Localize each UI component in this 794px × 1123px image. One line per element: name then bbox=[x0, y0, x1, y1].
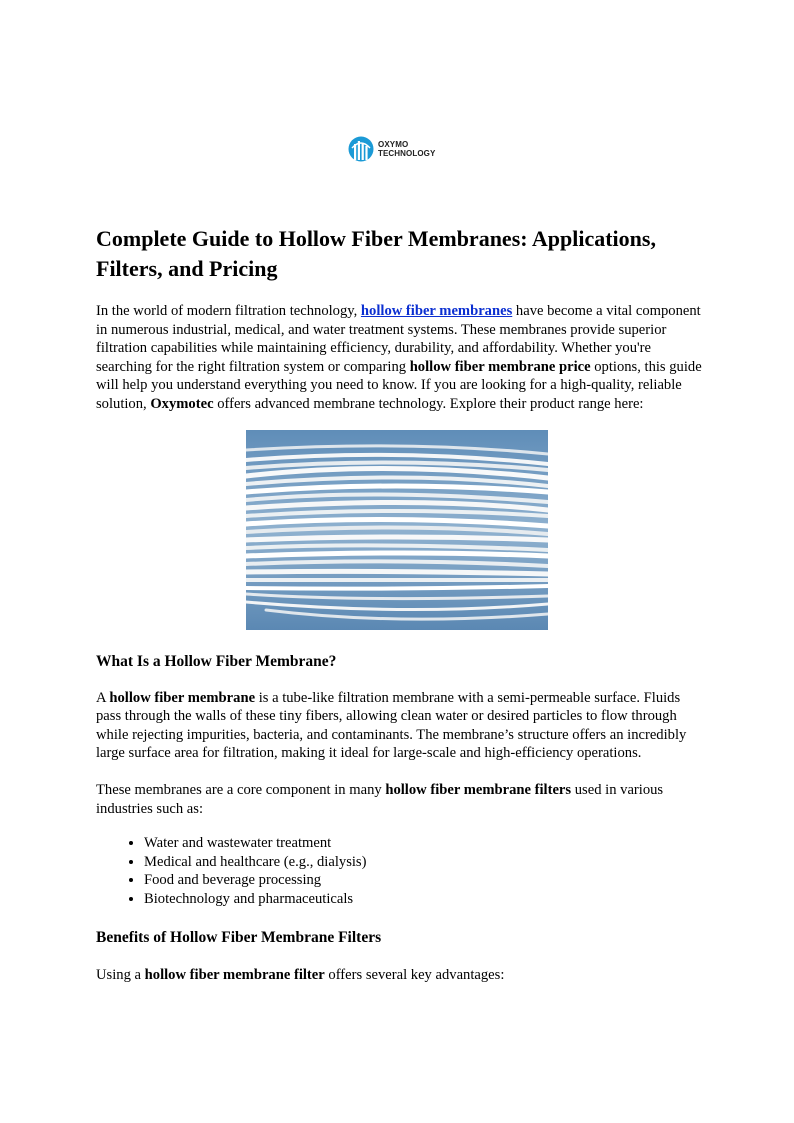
intro-text-3: options, this guide will help you understand everything you need to know. If you are looking for a high-quality, reliable solution, bbox=[96, 358, 702, 412]
section-heading-benefits: Benefits of Hollow Fiber Membrane Filters bbox=[96, 928, 382, 946]
core-text-2: used in various industries such as: bbox=[96, 781, 664, 817]
core-bold: hollow fiber membrane filters bbox=[385, 781, 572, 798]
intro-text-4: offers advanced membrane technology. Explore their product range here: bbox=[213, 395, 644, 412]
intro-bold-oxymotec: Oxymotec bbox=[150, 395, 214, 412]
benefits-text-2: offers several key advantages: bbox=[324, 966, 505, 983]
what-is-text-2: is a tube-like filtration membrane with a semi-permeable surface. Fluids pass through the walls of these tiny fibers, allowing clean water or desired particles to flow through while rejecting impurities, bacteria, and contaminants. The membrane’s structure offers an incredibly large surface area for filtration, making it ideal for large-scale and high-efficiency operations. bbox=[96, 689, 687, 762]
what-is-bold: hollow fiber membrane bbox=[109, 689, 256, 706]
company-logo bbox=[348, 134, 448, 164]
oxymo-logo-icon bbox=[348, 136, 374, 162]
logo-line-2: TECHNOLOGY bbox=[378, 149, 436, 158]
hollow-fiber-image bbox=[246, 430, 548, 630]
benefits-bold: hollow fiber membrane filter bbox=[144, 966, 325, 983]
intro-text-2: have become a vital component in numerous industrial, medical, and water treatment systems. These membranes provide superior filtration capabilities while maintaining efficiency, durability, and affordability. Whether you're searching for the right filtration system or comparing bbox=[96, 303, 701, 375]
core-component-paragraph bbox=[96, 781, 706, 818]
article bbox=[96, 224, 706, 984]
industries-list bbox=[96, 834, 706, 908]
list-item: • Water and wastewater treatment bbox=[144, 834, 706, 853]
what-is-text-1: A bbox=[96, 689, 110, 706]
benefits-paragraph bbox=[96, 966, 706, 985]
logo-wordmark bbox=[378, 140, 435, 158]
intro-paragraph bbox=[96, 302, 706, 414]
list-item: • Food and beverage processing bbox=[144, 871, 706, 890]
benefits-text-1: Using a bbox=[96, 966, 145, 983]
intro-text-1: In the world of modern filtration technology, bbox=[96, 303, 361, 319]
what-is-paragraph bbox=[96, 689, 706, 763]
core-text-1: These membranes are a core component in many bbox=[96, 781, 386, 798]
section-heading-what-is: What Is a Hollow Fiber Membrane? bbox=[96, 652, 337, 670]
hollow-fiber-membranes-link[interactable]: hollow fiber membranes bbox=[360, 303, 513, 319]
intro-bold-price: hollow fiber membrane price bbox=[409, 358, 591, 375]
page-title: Complete Guide to Hollow Fiber Membranes: Applications, Filters, and Pricing bbox=[96, 226, 656, 281]
list-item: • Biotechnology and pharmaceuticals bbox=[144, 890, 706, 909]
list-item: • Medical and healthcare (e.g., dialysis) bbox=[144, 853, 706, 872]
logo-line-1: OXYMO bbox=[378, 140, 409, 149]
